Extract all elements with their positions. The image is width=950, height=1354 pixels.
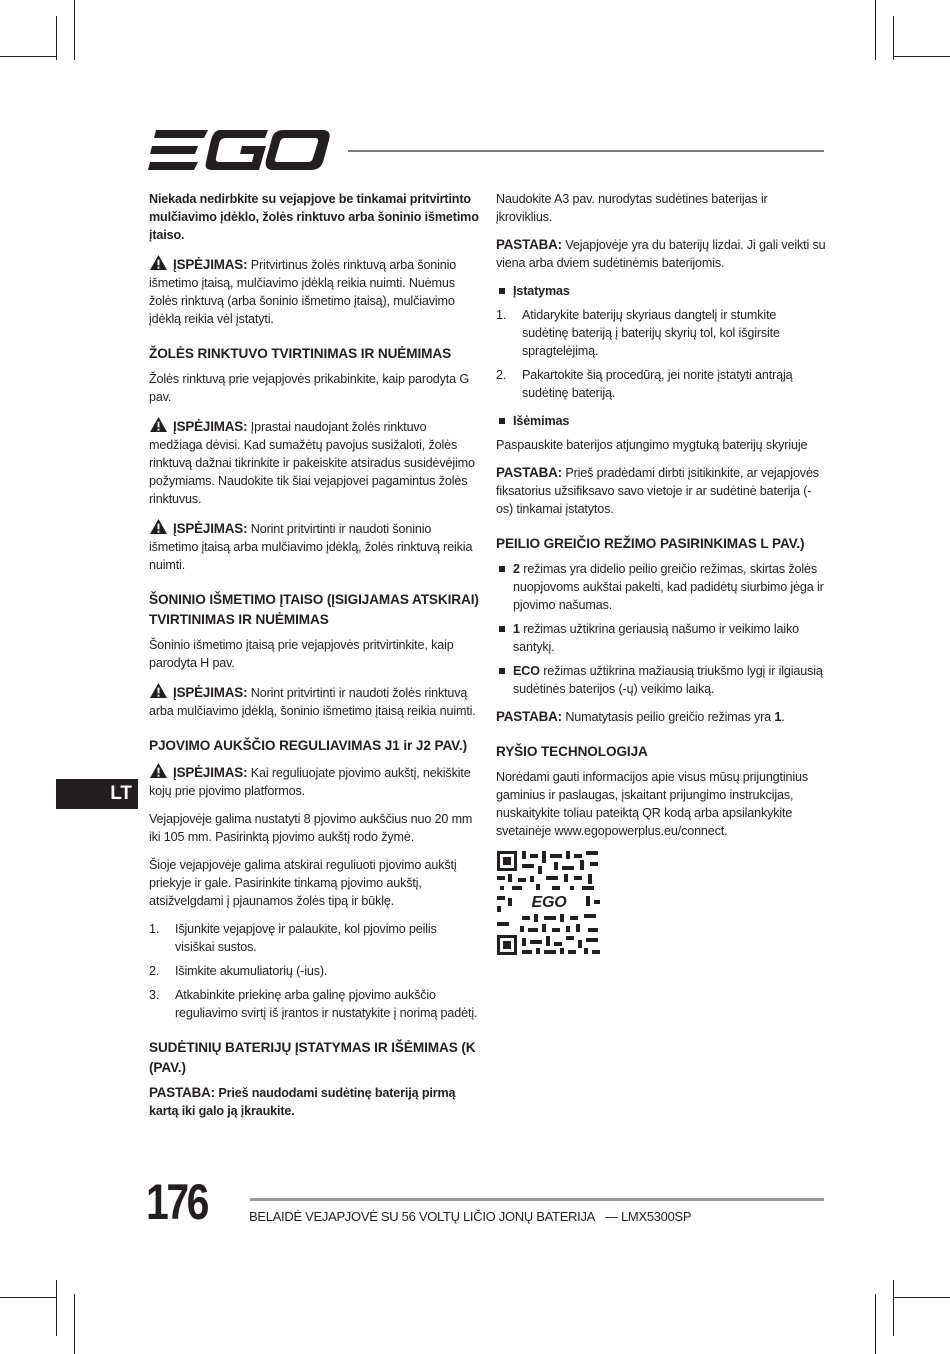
paragraph: Norėdami gauti informacijos apie visus mūsų prijungtinius gaminius ir paslaugas, įskaitant prijungimo instrukcijas, nuskaitykite toliau pateiktą QR kodą arba apsilankykite svetainėje www.egopowerplus.eu/connect. bbox=[496, 770, 809, 838]
note-block bbox=[496, 236, 826, 272]
mode-text: režimas yra didelio peilio greičio režimas, skirtas žolės nuopjovoms aukštai pakelti, kad padidėtų siurbimo jėga ir pjovimo našumas. bbox=[513, 562, 824, 612]
crop-mark bbox=[875, 0, 876, 60]
warning-block bbox=[149, 254, 479, 328]
mode-key: ECO bbox=[513, 664, 540, 678]
crop-mark bbox=[0, 56, 57, 57]
note-label: PASTABA: bbox=[149, 1085, 215, 1100]
warning-triangle-icon bbox=[149, 416, 168, 433]
warning-label: ĮSPĖJIMAS: bbox=[173, 765, 248, 780]
step-text: Išimkite akumuliatorių (-ius). bbox=[175, 964, 328, 978]
warning-text: Kai reguliuojate pjovimo aukštį, nekiškite kojų prie pjovimo platformos. bbox=[149, 766, 471, 798]
subheading-remove bbox=[496, 412, 826, 430]
default-mode-value: 1 bbox=[774, 710, 782, 724]
intro-warning: Niekada nedirbkite su vejapjove be tinkamai pritvirtinto mulčiavimo įdėklo, žolės rinktuvo arba šoninio išmetimo įtaiso. bbox=[149, 192, 479, 242]
crop-mark bbox=[56, 16, 57, 60]
note-text: Prieš naudodami sudėtinę bateriją pirmą kartą iki galo ją įkraukite. bbox=[149, 1086, 456, 1118]
note-label: PASTABA: bbox=[496, 237, 562, 252]
list-item bbox=[496, 620, 826, 656]
crop-mark bbox=[0, 1297, 57, 1298]
note-text: Vejapjovėje yra du baterijų lizdai. Ji gali veikti su viena arba dviem sudėtinėmis baterijomis. bbox=[496, 238, 826, 270]
bullet-square-icon bbox=[499, 288, 505, 294]
note-text: Prieš pradėdami dirbti įsitikinkite, ar vejapjovės fiksatorius užsifiksavo savo vietoje ir ar sudėtinė baterija (-os) tinkamai įstatytos. bbox=[496, 466, 819, 516]
crop-mark bbox=[893, 16, 894, 60]
warning-block bbox=[149, 416, 479, 508]
mode-text: režimas užtikrina geriausią našumo ir veikimo laiko santykį. bbox=[513, 622, 800, 654]
note-punct: . bbox=[781, 710, 785, 724]
note-text: Numatytasis peilio greičio režimas yra bbox=[565, 710, 772, 724]
mode-key: 2 bbox=[513, 562, 520, 576]
section-heading: ŠONINIO IŠMETIMO ĮTAISO (ĮSIGIJAMAS ATSKIRAI) TVIRTINIMAS IR NUĖMIMAS bbox=[149, 592, 479, 627]
list-item bbox=[496, 366, 826, 402]
paragraph: Vejapjovėje galima nustatyti 8 pjovimo aukščius nuo 20 mm iki 105 mm. Pasirinktą pjovimo aukštį rodo žymė. bbox=[149, 812, 473, 844]
paragraph: Paspauskite baterijos atjungimo mygtuką baterijų skyriuje bbox=[496, 438, 808, 452]
speed-mode-list bbox=[496, 560, 826, 698]
list-item bbox=[496, 306, 826, 360]
paragraph: Šioje vejapjovėje galima atskirai reguliuoti pjovimo aukštį priekyje ir gale. Pasirinkite tinkamą pjovimo aukštį, atsižvelgdami į pjaunamos žolės tipą ir būklę. bbox=[149, 858, 457, 908]
step-number: 1. bbox=[149, 922, 160, 936]
footer-rule bbox=[250, 1198, 824, 1201]
note-block bbox=[149, 1084, 479, 1120]
warning-block bbox=[149, 682, 479, 720]
warning-block bbox=[149, 762, 479, 800]
bullet-square-icon bbox=[499, 566, 505, 572]
mode-key: 1 bbox=[513, 622, 520, 636]
note-label: PASTABA: bbox=[496, 709, 562, 724]
step-text: Atidarykite baterijų skyriaus dangtelį ir stumkite sudėtinę bateriją į baterijų skyrių tol, kol išgirsite spragtelėjimą. bbox=[522, 308, 780, 358]
step-number: 3. bbox=[149, 988, 160, 1002]
warning-text: Įprastai naudojant žolės rinktuvo medžiaga dėvisi. Kad sumažėtų pavojus susižaloti, žolės rinktuvą dažnai tikrinkite ir pakeiskite atsiradus susidėvėjimo požymiams. Naudokite tik šiai vejapjovei pagamintus žolės rinktuvus. bbox=[149, 420, 475, 506]
subheading-label: Įstatymas bbox=[513, 284, 570, 298]
warning-triangle-icon bbox=[149, 762, 168, 779]
warning-text: Norint pritvirtinti ir naudoti žolės rinktuvą arba mulčiavimo įdėklą, šoninio išmetimo įtaisą reikia nuimti. bbox=[149, 686, 476, 718]
warning-text: Norint pritvirtinti ir naudoti šoninio išmetimo įtaisą arba mulčiavimo įdėklą, žolės rinktuvą reikia nuimti. bbox=[149, 522, 473, 572]
language-tab: LT bbox=[56, 779, 138, 809]
note-block bbox=[496, 464, 826, 518]
crop-mark bbox=[56, 1280, 57, 1336]
bullet-square-icon bbox=[499, 668, 505, 674]
warning-triangle-icon bbox=[149, 254, 168, 271]
header-rule bbox=[348, 150, 824, 152]
ego-logo bbox=[148, 128, 332, 174]
step-text: Išjunkite vejapjovę ir palaukite, kol pjovimo peilis visiškai sustos. bbox=[175, 922, 437, 954]
list-item bbox=[149, 962, 479, 980]
crop-mark bbox=[74, 0, 75, 60]
crop-mark bbox=[875, 1294, 876, 1354]
warning-triangle-icon bbox=[149, 518, 168, 535]
left-column bbox=[149, 190, 479, 1130]
note-label: PASTABA: bbox=[496, 465, 562, 480]
crop-mark bbox=[893, 1297, 950, 1298]
crop-mark bbox=[893, 56, 950, 57]
step-number: 1. bbox=[496, 308, 507, 322]
step-number: 2. bbox=[149, 964, 160, 978]
mode-text: režimas užtikrina mažiausią triukšmo lygį ir ilgiausią sudėtinės baterijos (-ų) veikimo laiką. bbox=[513, 664, 823, 696]
right-column bbox=[496, 190, 826, 956]
warning-label: ĮSPĖJIMAS: bbox=[173, 521, 248, 536]
list-item bbox=[496, 560, 826, 614]
warning-block bbox=[149, 518, 479, 574]
bullet-square-icon bbox=[499, 626, 505, 632]
section-heading: PEILIO GREIČIO REŽIMO PASIRINKIMAS L PAV.) bbox=[496, 536, 805, 551]
subheading-insert bbox=[496, 282, 826, 300]
step-text: Pakartokite šią procedūrą, jei norite įstatyti antrąją sudėtinę bateriją. bbox=[522, 368, 793, 400]
warning-label: ĮSPĖJIMAS: bbox=[173, 685, 248, 700]
qr-code-icon[interactable] bbox=[496, 850, 602, 956]
footer-product-title: BELAIDĖ VEJAPJOVĖ SU 56 VOLTŲ LIČIO JONŲ BATERIJA bbox=[249, 1209, 596, 1224]
paragraph: Žolės rinktuvą prie vejapjovės prikabinkite, kaip parodyta G pav. bbox=[149, 372, 469, 404]
subheading-label: Išėmimas bbox=[513, 414, 570, 428]
section-heading: ŽOLĖS RINKTUVO TVIRTINIMAS IR NUĖMIMAS bbox=[149, 346, 452, 361]
page-number: 176 bbox=[146, 1174, 208, 1230]
svg-text:EGO: EGO bbox=[531, 894, 567, 911]
warning-label: ĮSPĖJIMAS: bbox=[173, 419, 248, 434]
section-heading: SUDĖTINIŲ BATERIJŲ ĮSTATYMAS IR IŠĖMIMAS (K (PAV.) bbox=[149, 1040, 476, 1075]
list-item bbox=[496, 662, 826, 698]
warning-text: Pritvirtinus žolės rinktuvą arba šoninio išmetimo įtaisą, mulčiavimo įdėklą reikia nuimti. Nuėmus žolės rinktuvą (arba šoninio išmetimo įtaisą), mulčiavimo įdėklą reikia vėl įstatyti. bbox=[149, 258, 457, 326]
list-item bbox=[149, 986, 479, 1022]
section-heading: PJOVIMO AUKŠČIO REGULIAVIMAS J1 ir J2 PAV.) bbox=[149, 738, 467, 753]
warning-label: ĮSPĖJIMAS: bbox=[173, 257, 248, 272]
footer-model: — LMX5300SP bbox=[604, 1209, 692, 1224]
footer-title bbox=[249, 1208, 691, 1226]
note-block bbox=[496, 708, 826, 726]
step-text: Atkabinkite priekinę arba galinę pjovimo aukščio reguliavimo svirtį iš įrantos ir nustatykite į norimą padėtį. bbox=[175, 988, 478, 1020]
list-item bbox=[149, 920, 479, 956]
height-adjust-steps bbox=[149, 920, 479, 1022]
crop-mark bbox=[893, 1280, 894, 1336]
paragraph: Naudokite A3 pav. nurodytas sudėtines baterijas ir įkroviklius. bbox=[496, 192, 768, 224]
insert-steps bbox=[496, 306, 826, 402]
paragraph: Šoninio išmetimo įtaisą prie vejapjovės pritvirtinkite, kaip parodyta H pav. bbox=[149, 638, 454, 670]
section-heading: RYŠIO TECHNOLOGIJA bbox=[496, 744, 648, 759]
crop-mark bbox=[74, 1294, 75, 1354]
bullet-square-icon bbox=[499, 418, 505, 424]
step-number: 2. bbox=[496, 368, 507, 382]
warning-triangle-icon bbox=[149, 682, 168, 699]
